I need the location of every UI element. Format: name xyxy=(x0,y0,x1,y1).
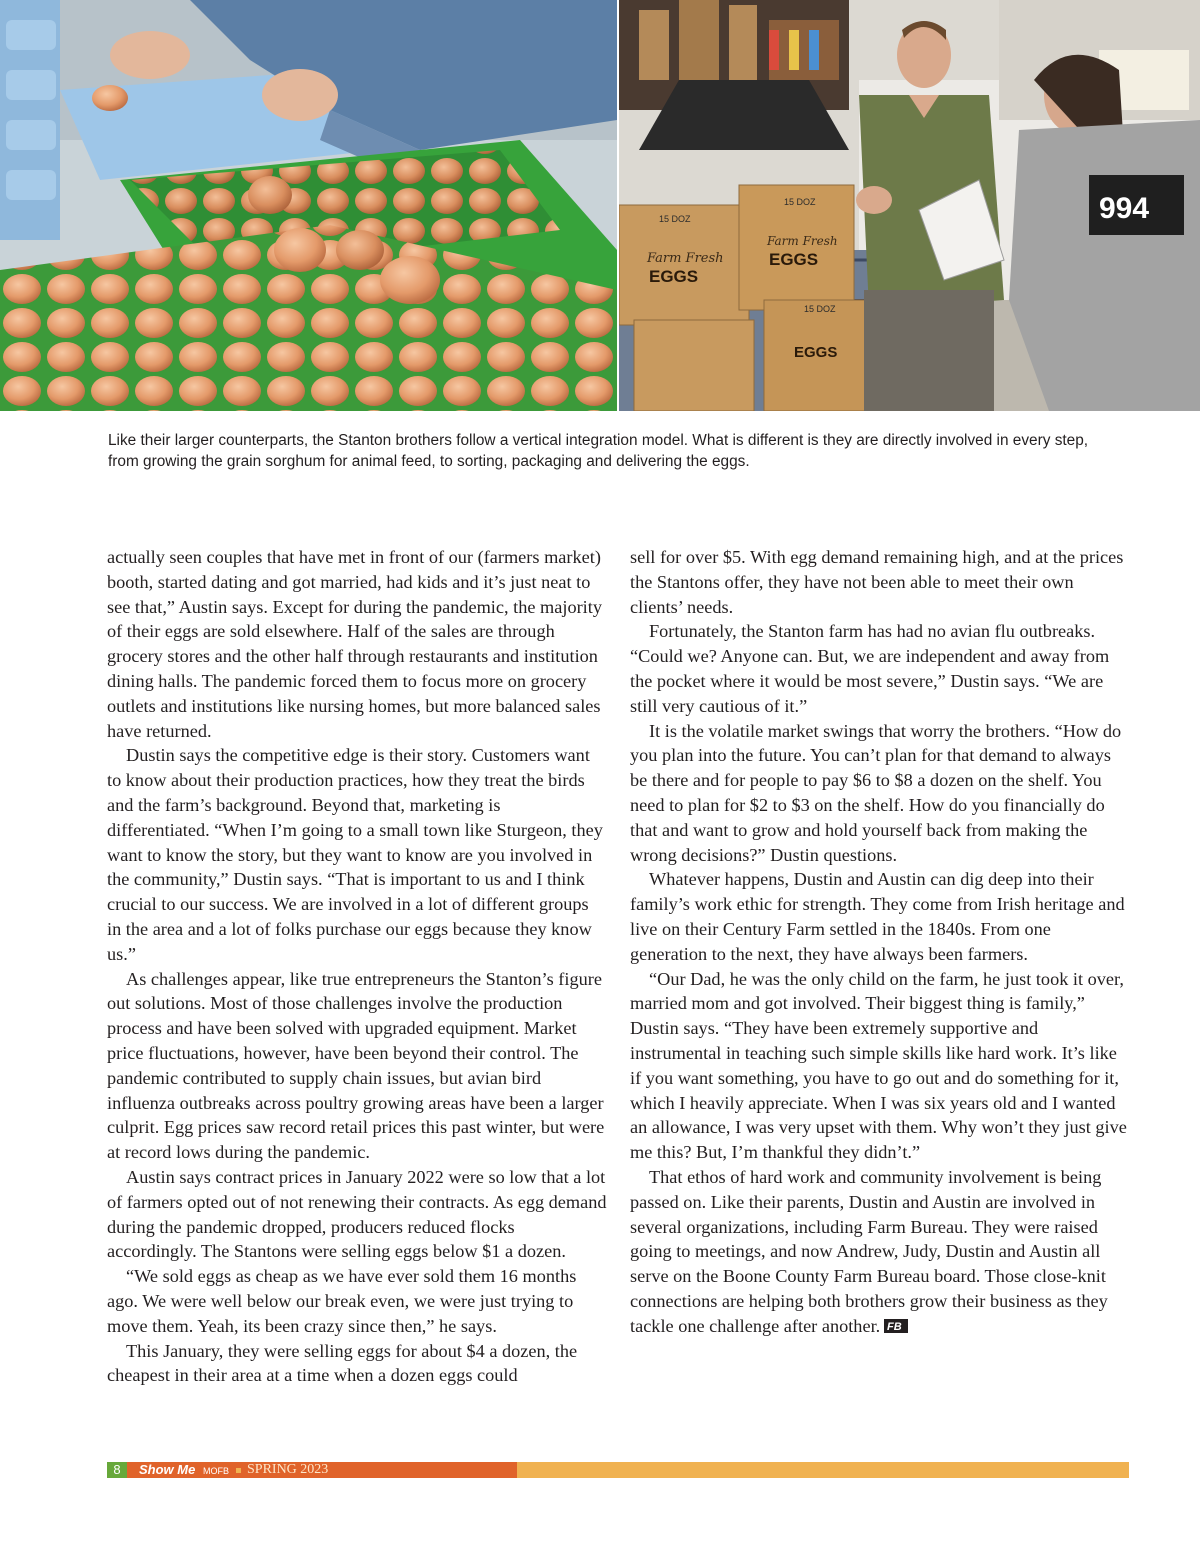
issue-season: SPRING 2023 xyxy=(247,1462,329,1477)
egg-sorting-photo xyxy=(0,0,617,411)
box-label: 15 DOZ xyxy=(804,304,836,314)
box-brand: Farm Fresh xyxy=(647,251,724,266)
box-brand: Farm Fresh xyxy=(767,234,838,248)
article-paragraph-final xyxy=(630,1165,1130,1339)
box-label: 15 DOZ xyxy=(784,197,816,207)
separator-dot xyxy=(236,1468,241,1473)
store-delivery-photo xyxy=(619,0,1200,411)
end-mark-text: FB xyxy=(887,1320,902,1333)
article-column-left xyxy=(107,545,607,1388)
article-paragraph: sell for over $5. With egg demand remaining high, and at the prices the Stantons offer, they have not been able to meet their own clients’ needs. xyxy=(630,547,1124,617)
article-paragraph: actually seen couples that have met in front of our (farmers market) booth, started dating and got married, had kids and it’s just neat to see that,” Austin says. Except for during the pandemic, the majority of their eggs are sold elsewhere. Half of the sales are through grocery stores and the other half through restaurants and institution dining halls. The pandemic forced them to focus more on grocery outlets and institutions like nursing homes, but more balanced sales have returned. xyxy=(107,547,602,741)
article-paragraph: As challenges appear, like true entrepreneurs the Stanton’s figure out solutions. Most of those challenges involve the production process and have been solved with upgraded equipment. Market price fluctuations, however, have been beyond their control. The pandemic contributed to supply chain issues, but avian bird influenza outbreaks across poultry growing areas have been a larger culprit. Egg prices saw record retail prices this past winter, but were at record lows during the pandemic. xyxy=(107,968,605,1163)
article-paragraph: “We sold eggs as cheap as we have ever sold them 16 months ago. We were well below our break even, we were just trying to move them. Yeah, its been crazy since then,” he says. xyxy=(107,1266,577,1336)
article-paragraph: This January, they were selling eggs for about $4 a dozen, the cheapest in their area at a time when a dozen eggs could xyxy=(107,1340,578,1386)
page-footer xyxy=(107,1462,1129,1478)
hoodie-text: 994 xyxy=(1099,192,1150,225)
article-paragraph: It is the volatile market swings that worry the brothers. “How do you plan into the future. You can’t plan for that demand to always be there and for people to pay $6 to $8 a dozen on the shelf. You need to plan for $2 to $3 on the shelf. How do you financially do that and want to grow and hold yourself back from making the wrong decisions?” Dustin questions. xyxy=(630,720,1122,865)
farm-bureau-end-mark-icon xyxy=(884,1319,908,1333)
article-paragraph: Fortunately, the Stanton farm has had no avian flu outbreaks. “Could we? Anyone can. But, we are independent and away from the pocket where it would be most severe,” Dustin says. “We are still very cautious of it.” xyxy=(630,621,1110,716)
page-number: 8 xyxy=(107,1462,127,1478)
footer-rule xyxy=(517,1462,1129,1478)
photo-caption: Like their larger counterparts, the Stanton brothers follow a vertical integration model. What is different is they are directly involved in every step, from growing the grain sorghum for animal feed, to sorting, packaging and delivering the eggs. xyxy=(108,432,1089,470)
box-product: EGGS xyxy=(769,250,819,269)
organization-name: MOFB xyxy=(203,1466,229,1476)
box-label: 15 DOZ xyxy=(659,214,691,224)
article-paragraph-text: That ethos of hard work and community involvement is being passed on. Like their parents, Dustin and Austin are involved in several organizations, including Farm Bureau. They were raised going to meetings, and now Andrew, Judy, Dustin and Austin all serve on the Boone County Farm Bureau board. Those close-knit connections are helping both brothers grow their business as they tackle one challenge after another. xyxy=(630,1166,1108,1336)
article-paragraph: Dustin says the competitive edge is their story. Customers want to know about their production practices, how they treat the birds and the farm’s background. Beyond that, marketing is differentiated. “When I’m going to a small town like Sturgeon, they want to know the story, but they want to know are you involved in the community,” Dustin says. “That is important to us and I think crucial to our success. We are involved in a lot of different groups in the area and a lot of folks purchase our eggs because they know us.” xyxy=(107,745,603,964)
article-paragraph: Whatever happens, Dustin and Austin can dig deep into their family’s work ethic for strength. They come from Irish heritage and live on their Century Farm settled in the 1840s. From one generation to the next, they have always been farmers. xyxy=(630,869,1125,964)
box-product: EGGS xyxy=(794,344,838,361)
magazine-brand: Show Me xyxy=(139,1462,196,1477)
article-column-right xyxy=(630,545,1130,1339)
box-product: EGGS xyxy=(649,267,699,286)
article-paragraph: “Our Dad, he was the only child on the farm, he just took it over, married mom and got involved. Their biggest thing is family,” Dustin says. “They have been extremely supportive and instrumental in teaching such simple skills like hard work. It’s like if you want something, you have to go out and do something for it, which I heavily appreciate. When I was six years old and I wanted an allowance, I was very upset with them. Why won’t they just give me this? But, I’m thankful they didn’t.” xyxy=(630,968,1127,1163)
article-paragraph: Austin says contract prices in January 2022 were so low that a lot of farmers opted out of not renewing their contracts. As egg demand during the pandemic dropped, producers reduced flocks accordingly. The Stantons were selling eggs below $1 a dozen. xyxy=(107,1166,607,1262)
